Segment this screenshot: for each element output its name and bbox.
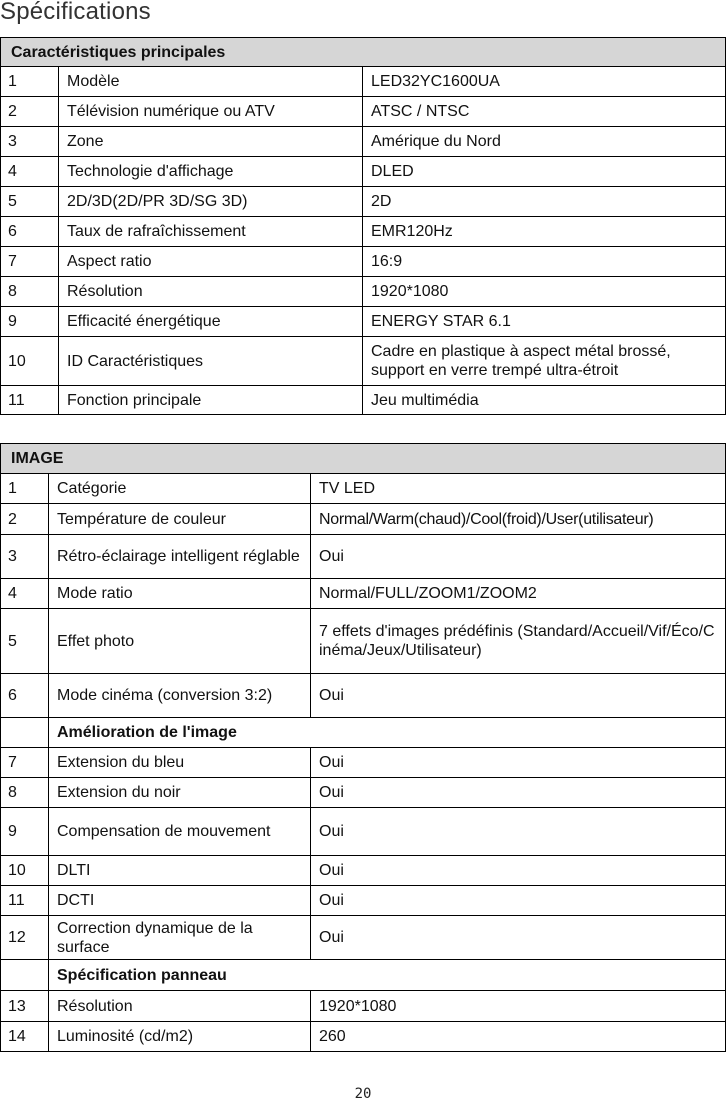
- row-value: Cadre en plastique à aspect métal brossé, support en verre trempé ultra-étroit: [363, 337, 726, 386]
- row-number: 11: [1, 386, 59, 415]
- main-specs-header-row: [1, 38, 726, 67]
- row-value: 2D: [363, 187, 726, 217]
- row-value: 260: [311, 1022, 726, 1052]
- page-number: 20: [354, 1086, 372, 1102]
- row-number: 10: [1, 337, 59, 386]
- row-number: 14: [1, 1022, 49, 1052]
- row-value: Oui: [311, 856, 726, 886]
- table-row: [1, 991, 726, 1022]
- table-row: [1, 916, 726, 960]
- row-value: ATSC / NTSC: [363, 97, 726, 127]
- subsection-header-row: [1, 718, 726, 748]
- row-label: ID Caractéristiques: [59, 337, 363, 386]
- row-number: 3: [1, 127, 59, 157]
- row-number: 3: [1, 535, 49, 579]
- subsection-header: Spécification panneau: [49, 960, 726, 991]
- row-number: 6: [1, 674, 49, 718]
- row-value: 7 effets d'images prédéfinis (Standard/Accueil/Vif/Éco/Cinéma/Jeux/Utilisateur): [311, 609, 726, 674]
- row-number: 9: [1, 307, 59, 337]
- row-value: Oui: [311, 535, 726, 579]
- row-label: DLTI: [49, 856, 311, 886]
- row-value: 1920*1080: [311, 991, 726, 1022]
- table-row: [1, 778, 726, 808]
- table-row: [1, 474, 726, 504]
- row-label: Aspect ratio: [59, 247, 363, 277]
- row-number: 6: [1, 217, 59, 247]
- subsection-header: Amélioration de l'image: [49, 718, 726, 748]
- row-value: DLED: [363, 157, 726, 187]
- row-number: 10: [1, 856, 49, 886]
- row-number: 2: [1, 504, 49, 535]
- table-row: [1, 97, 726, 127]
- row-number: 5: [1, 609, 49, 674]
- table-row: [1, 157, 726, 187]
- row-number: 7: [1, 748, 49, 778]
- row-label: 2D/3D(2D/PR 3D/SG 3D): [59, 187, 363, 217]
- row-value: TV LED: [311, 474, 726, 504]
- section-header: Caractéristiques principales: [1, 38, 726, 67]
- row-label: Taux de rafraîchissement: [59, 217, 363, 247]
- row-label: Correction dynamique de la surface: [49, 916, 311, 960]
- row-label: Résolution: [59, 277, 363, 307]
- table-row: [1, 609, 726, 674]
- row-value: Oui: [311, 916, 726, 960]
- image-specs-table: [0, 443, 726, 1052]
- row-value: 16:9: [363, 247, 726, 277]
- row-value: 1920*1080: [363, 277, 726, 307]
- row-label: Luminosité (cd/m2): [49, 1022, 311, 1052]
- table-row: [1, 67, 726, 97]
- table-row: [1, 1022, 726, 1052]
- row-value: Amérique du Nord: [363, 127, 726, 157]
- row-number: 8: [1, 277, 59, 307]
- row-label: Zone: [59, 127, 363, 157]
- empty-cell: [1, 718, 49, 748]
- table-row: [1, 187, 726, 217]
- section-header: IMAGE: [1, 444, 726, 474]
- table-row: [1, 579, 726, 609]
- table-row: [1, 127, 726, 157]
- row-number: 1: [1, 67, 59, 97]
- row-value: Oui: [311, 886, 726, 916]
- table-row: [1, 247, 726, 277]
- row-number: 12: [1, 916, 49, 960]
- row-label: Mode ratio: [49, 579, 311, 609]
- table-row: [1, 535, 726, 579]
- row-number: 2: [1, 97, 59, 127]
- row-label: Télévision numérique ou ATV: [59, 97, 363, 127]
- row-number: 13: [1, 991, 49, 1022]
- row-label: Résolution: [49, 991, 311, 1022]
- table-row: [1, 337, 726, 386]
- row-label: Catégorie: [49, 474, 311, 504]
- row-number: 5: [1, 187, 59, 217]
- row-value: EMR120Hz: [363, 217, 726, 247]
- row-value: ENERGY STAR 6.1: [363, 307, 726, 337]
- table-row: [1, 307, 726, 337]
- table-row: [1, 856, 726, 886]
- row-value: Oui: [311, 748, 726, 778]
- row-label: Mode cinéma (conversion 3:2): [49, 674, 311, 718]
- row-value: Normal/Warm(chaud)/Cool(froid)/User(utilisateur): [311, 504, 726, 535]
- row-number: 4: [1, 579, 49, 609]
- table-row: [1, 808, 726, 856]
- table-row: [1, 886, 726, 916]
- row-label: Extension du noir: [49, 778, 311, 808]
- row-number: 4: [1, 157, 59, 187]
- row-value: Oui: [311, 674, 726, 718]
- row-label: Efficacité énergétique: [59, 307, 363, 337]
- row-label: Fonction principale: [59, 386, 363, 415]
- page-title: Spécifications: [0, 0, 151, 25]
- table-row: [1, 504, 726, 535]
- row-number: 8: [1, 778, 49, 808]
- row-value: Oui: [311, 808, 726, 856]
- table-row: [1, 277, 726, 307]
- row-number: 1: [1, 474, 49, 504]
- subsection-header-row: [1, 960, 726, 991]
- row-value: Normal/FULL/ZOOM1/ZOOM2: [311, 579, 726, 609]
- row-label: Modèle: [59, 67, 363, 97]
- main-specs-table: [0, 37, 726, 415]
- table-row: [1, 674, 726, 718]
- row-value: Oui: [311, 778, 726, 808]
- row-label: Effet photo: [49, 609, 311, 674]
- empty-cell: [1, 960, 49, 991]
- row-number: 7: [1, 247, 59, 277]
- table-row: [1, 217, 726, 247]
- row-label: Rétro-éclairage intelligent réglable: [49, 535, 311, 579]
- row-label: Extension du bleu: [49, 748, 311, 778]
- row-number: 9: [1, 808, 49, 856]
- row-label: DCTI: [49, 886, 311, 916]
- row-label: Température de couleur: [49, 504, 311, 535]
- table-row: [1, 386, 726, 415]
- row-label: Compensation de mouvement: [49, 808, 311, 856]
- row-value: LED32YC1600UA: [363, 67, 726, 97]
- row-label: Technologie d'affichage: [59, 157, 363, 187]
- row-value: Jeu multimédia: [363, 386, 726, 415]
- image-specs-header-row: [1, 444, 726, 474]
- table-row: [1, 748, 726, 778]
- row-number: 11: [1, 886, 49, 916]
